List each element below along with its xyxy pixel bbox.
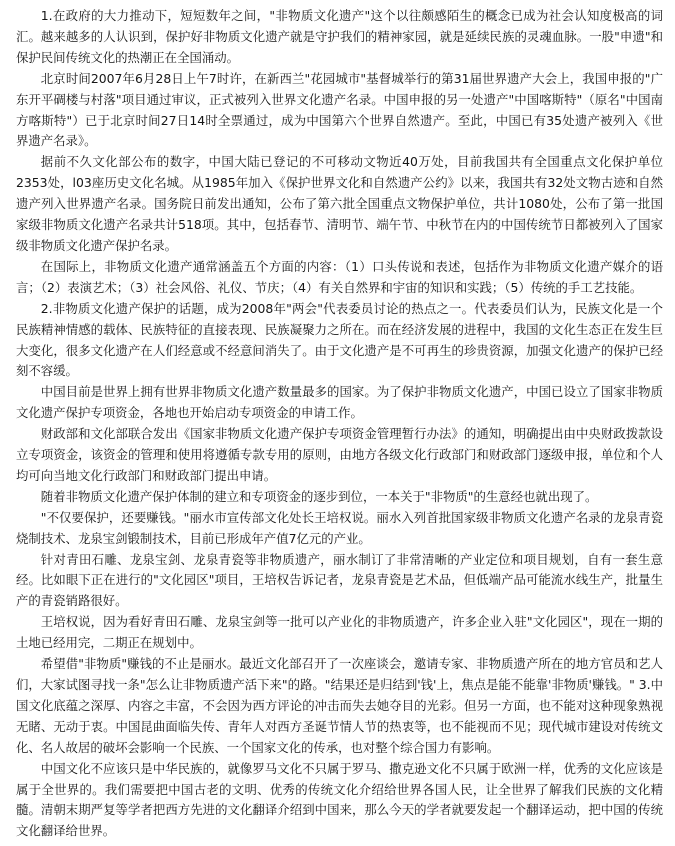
- paragraph-12: 希望借"非物质"赚钱的不止是丽水。最近文化部召开了一次座谈会，邀请专家、非物质遗产所在的地方官员和艺人们，大家试图寻找一条"怎么让非物质遗产活下来"的路。"结果还是归结到'钱'上，焦点是能不能靠'非物质'赚钱。" 3.中国文化底蕴之深厚、内容之丰富，不会因为西方评论的冲击而失去她夺目的光彩。但另一方面，也不能对这种现象熟视无睹、无动于衷。中国昆曲面临失传、青年人对西方圣诞节情人节的热衷等，也不能视而不见；现代城市建设对传统文化、名人故居的破坏会影响一个民族、一个国家文化的传承，也对整个综合国力有影响。: [16, 656, 663, 755]
- paragraph-4: 在国际上，非物质文化遗产通常涵盖五个方面的内容：（1）口头传说和表述，包括作为非物质文化遗产媒介的语言；（2）表演艺术；（3）社会风俗、礼仪、节庆；（4）有关自然界和宇宙的知识和实践；（5）传统的手工艺技能。: [16, 258, 663, 295]
- paragraph-3: 据前不久文化部公布的数字，中国大陆已登记的不可移动文物近40万处，目前我国共有全国重点文化保护单位2353处，l03座历史文化名城。从1985年加入《保护世界文化和自然遗产公约》以来，我国共有32处文物古迹和自然遗产列入世界遗产名录。国务院日前发出通知，公布了第六批全国重点文物保护单位，共计1080处，公布了第一批国家级非物质文化遗产名录共计518项。其中，包括春节、清明节、端午节、中秋节在内的中国传统节日都被列入了国家级非物质文化遗产保护名录。: [16, 154, 663, 253]
- paragraph-6: 中国目前是世界上拥有世界非物质文化遗产数量最多的国家。为了保护非物质文化遗产，中国已设立了国家非物质文化遗产保护专项资金，各地也开始启动专项资金的申请工作。: [16, 384, 663, 421]
- paragraph-7: 财政部和文化部联合发出《国家非物质文化遗产保护专项资金管理暂行办法》的通知，明确提出由中央财政拨款设立专项资金，该资金的管理和使用将遵循专款专用的原则，由地方各级文化行政部门和财政部门逐级申报，单位和个人均可向当地文化行政部门和财政部门提出申请。: [16, 426, 663, 483]
- paragraph-8: 随着非物质文化遗产保护体制的建立和专项资金的逐步到位，一本关于"非物质"的生意经也就出现了。: [40, 488, 598, 504]
- paragraph-10: 针对青田石雕、龙泉宝剑、龙泉青瓷等非物质遗产，丽水制订了非常清晰的产业定位和项目规划，自有一套生意经。比如眼下正在进行的"文化园区"项目，王培权告诉记者，龙泉青瓷是艺术品，但低端产品可能流水线生产，批量生产的青瓷销路很好。: [16, 551, 663, 609]
- paragraph-11: 王培权说，因为看好青田石雕、龙泉宝剑等一批可以产业化的非物质遗产，许多企业入驻"文化园区"，现在一期的土地已经用完，二期正在规划中。: [16, 614, 663, 651]
- paragraph-9: "不仅要保护，还要赚钱。"丽水市宣传部文化处长王培权说。丽水入列首批国家级非物质文化遗产名录的龙泉青瓷烧制技术、龙泉宝剑锻制技术，目前已形成年产值7亿元的产业。: [16, 509, 663, 546]
- paragraph-5: 2.非物质文化遗产保护的话题，成为2008年"两会"代表委员讨论的热点之一。代表委员们认为，民族文化是一个民族精神情感的载体、民族特征的直接表现、民族凝聚力之所在。而在经济发展的进程中，我国的文化生态正在发生巨大变化，很多文化遗产在人们经意或不经意间消失了。由于文化遗产是不可再生的珍贵资源，加强文化遗产的保护已经刻不容缓。: [16, 300, 663, 379]
- paragraph-2: 北京时间2007年6月28日上午7时许，在新西兰"花园城市"基督城举行的第31届世界遗产大会上，我国申报的"广东开平碉楼与村落"项目通过审议，正式被列入世界文化遗产名录。中国申报的另一处遗产"中国喀斯特"（原名"中国南方喀斯特"）已于北京时间27日14时全票通过，成为中国第六个世界自然遗产。至此，中国已有35处遗产被列入《世界遗产名录》。: [16, 70, 663, 149]
- paragraph-1: 1.在政府的大力推动下，短短数年之间，"非物质文化遗产"这个以往颇感陌生的概念已成为社会认知度极高的词汇。越来越多的人认识到，保护好非物质文化遗产就是守护我们的精神家园，就是延续民族的灵魂血脉。一股"申遗"和保护民间传统文化的热潮正在全国涌动。: [16, 8, 663, 65]
- paragraph-13: 中国文化不应该只是中华民族的，就像罗马文化不只属于罗马、撒克逊文化不只属于欧洲一样，优秀的文化应该是属于全世界的。我们需要把中国古老的文明、优秀的传统文化介绍给世界各国人民，让全世界了解我们民族的文化精髓。清朝末期严复等学者把西方先进的文化翻译介绍到中国来，那么今天的学者就要发起一个翻译运动，把中国的传统文化翻译给世界。: [16, 760, 663, 839]
